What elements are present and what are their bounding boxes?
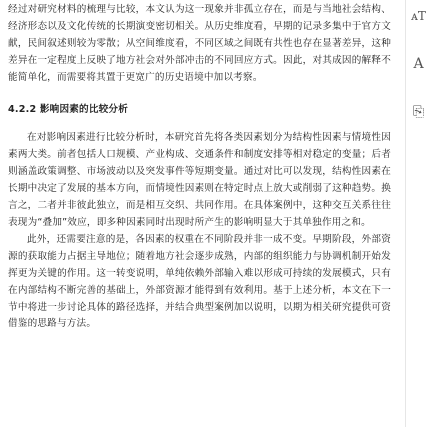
body-paragraph: 经过对研究材料的梳理与比较，本文认为这一现象并非孤立存在，而是与当地社会结构、经济形态以及文化传统的长期演变密切相关。从历史维度看，早期的记录多集中于官方文献，民间叙述则较为零散；从空间维度看，不同区域之间既有共性也存在显著差异，这种差异在一定程度上反映了地方社会对外部冲击的不同回应方式。因此，对其成因的解释不能简单化，而需要将其置于更宽广的历史语境中加以考察。: [8, 4, 391, 83]
text-size-icon[interactable]: ᴀT: [411, 9, 426, 23]
reader-toolbar: [405, 0, 431, 427]
font-style-icon[interactable]: A: [413, 56, 424, 72]
body-paragraph: 此外，还需要注意的是，各因素的权重在不同阶段并非一成不变。早期阶段，外部资源的获取能力占据主导地位；随着地方社会逐步成熟，内部的组织能力与协调机制开始发挥更为关键的作用。这一转变说明，单纯依赖外部输入难以形成可持续的发展模式，只有在内部结构不断完善的基础上，外部资源才能得到有效利用。基于上述分析，本文在下一节中将进一步讨论具体的路径选择，并结合典型案例加以说明，以期为相关研究提供可资借鉴的思路与方法。: [8, 233, 391, 330]
section-heading: 4.2.2 影响因素的比较分析: [8, 103, 128, 115]
share-icon[interactable]: ⎘: [412, 104, 425, 120]
body-paragraph: 在对影响因素进行比较分析时，本研究首先将各类因素划分为结构性因素与情境性因素两大类。前者包括人口规模、产业构成、交通条件和制度安排等相对稳定的变量；后者则涵盖政策调整、市场波动以及突发事件等短期变量。通过对比可以发现，结构性因素在长期中决定了发展的基本方向，而情境性因素则在特定时点上放大或削弱了这种趋势。换言之，二者并非彼此独立，而是相互交织、共同作用。在具体案例中，这种交互关系往往表现为“叠加”效应，即多种因素同时出现时所产生的影响明显大于其单独作用之和。: [8, 132, 391, 228]
